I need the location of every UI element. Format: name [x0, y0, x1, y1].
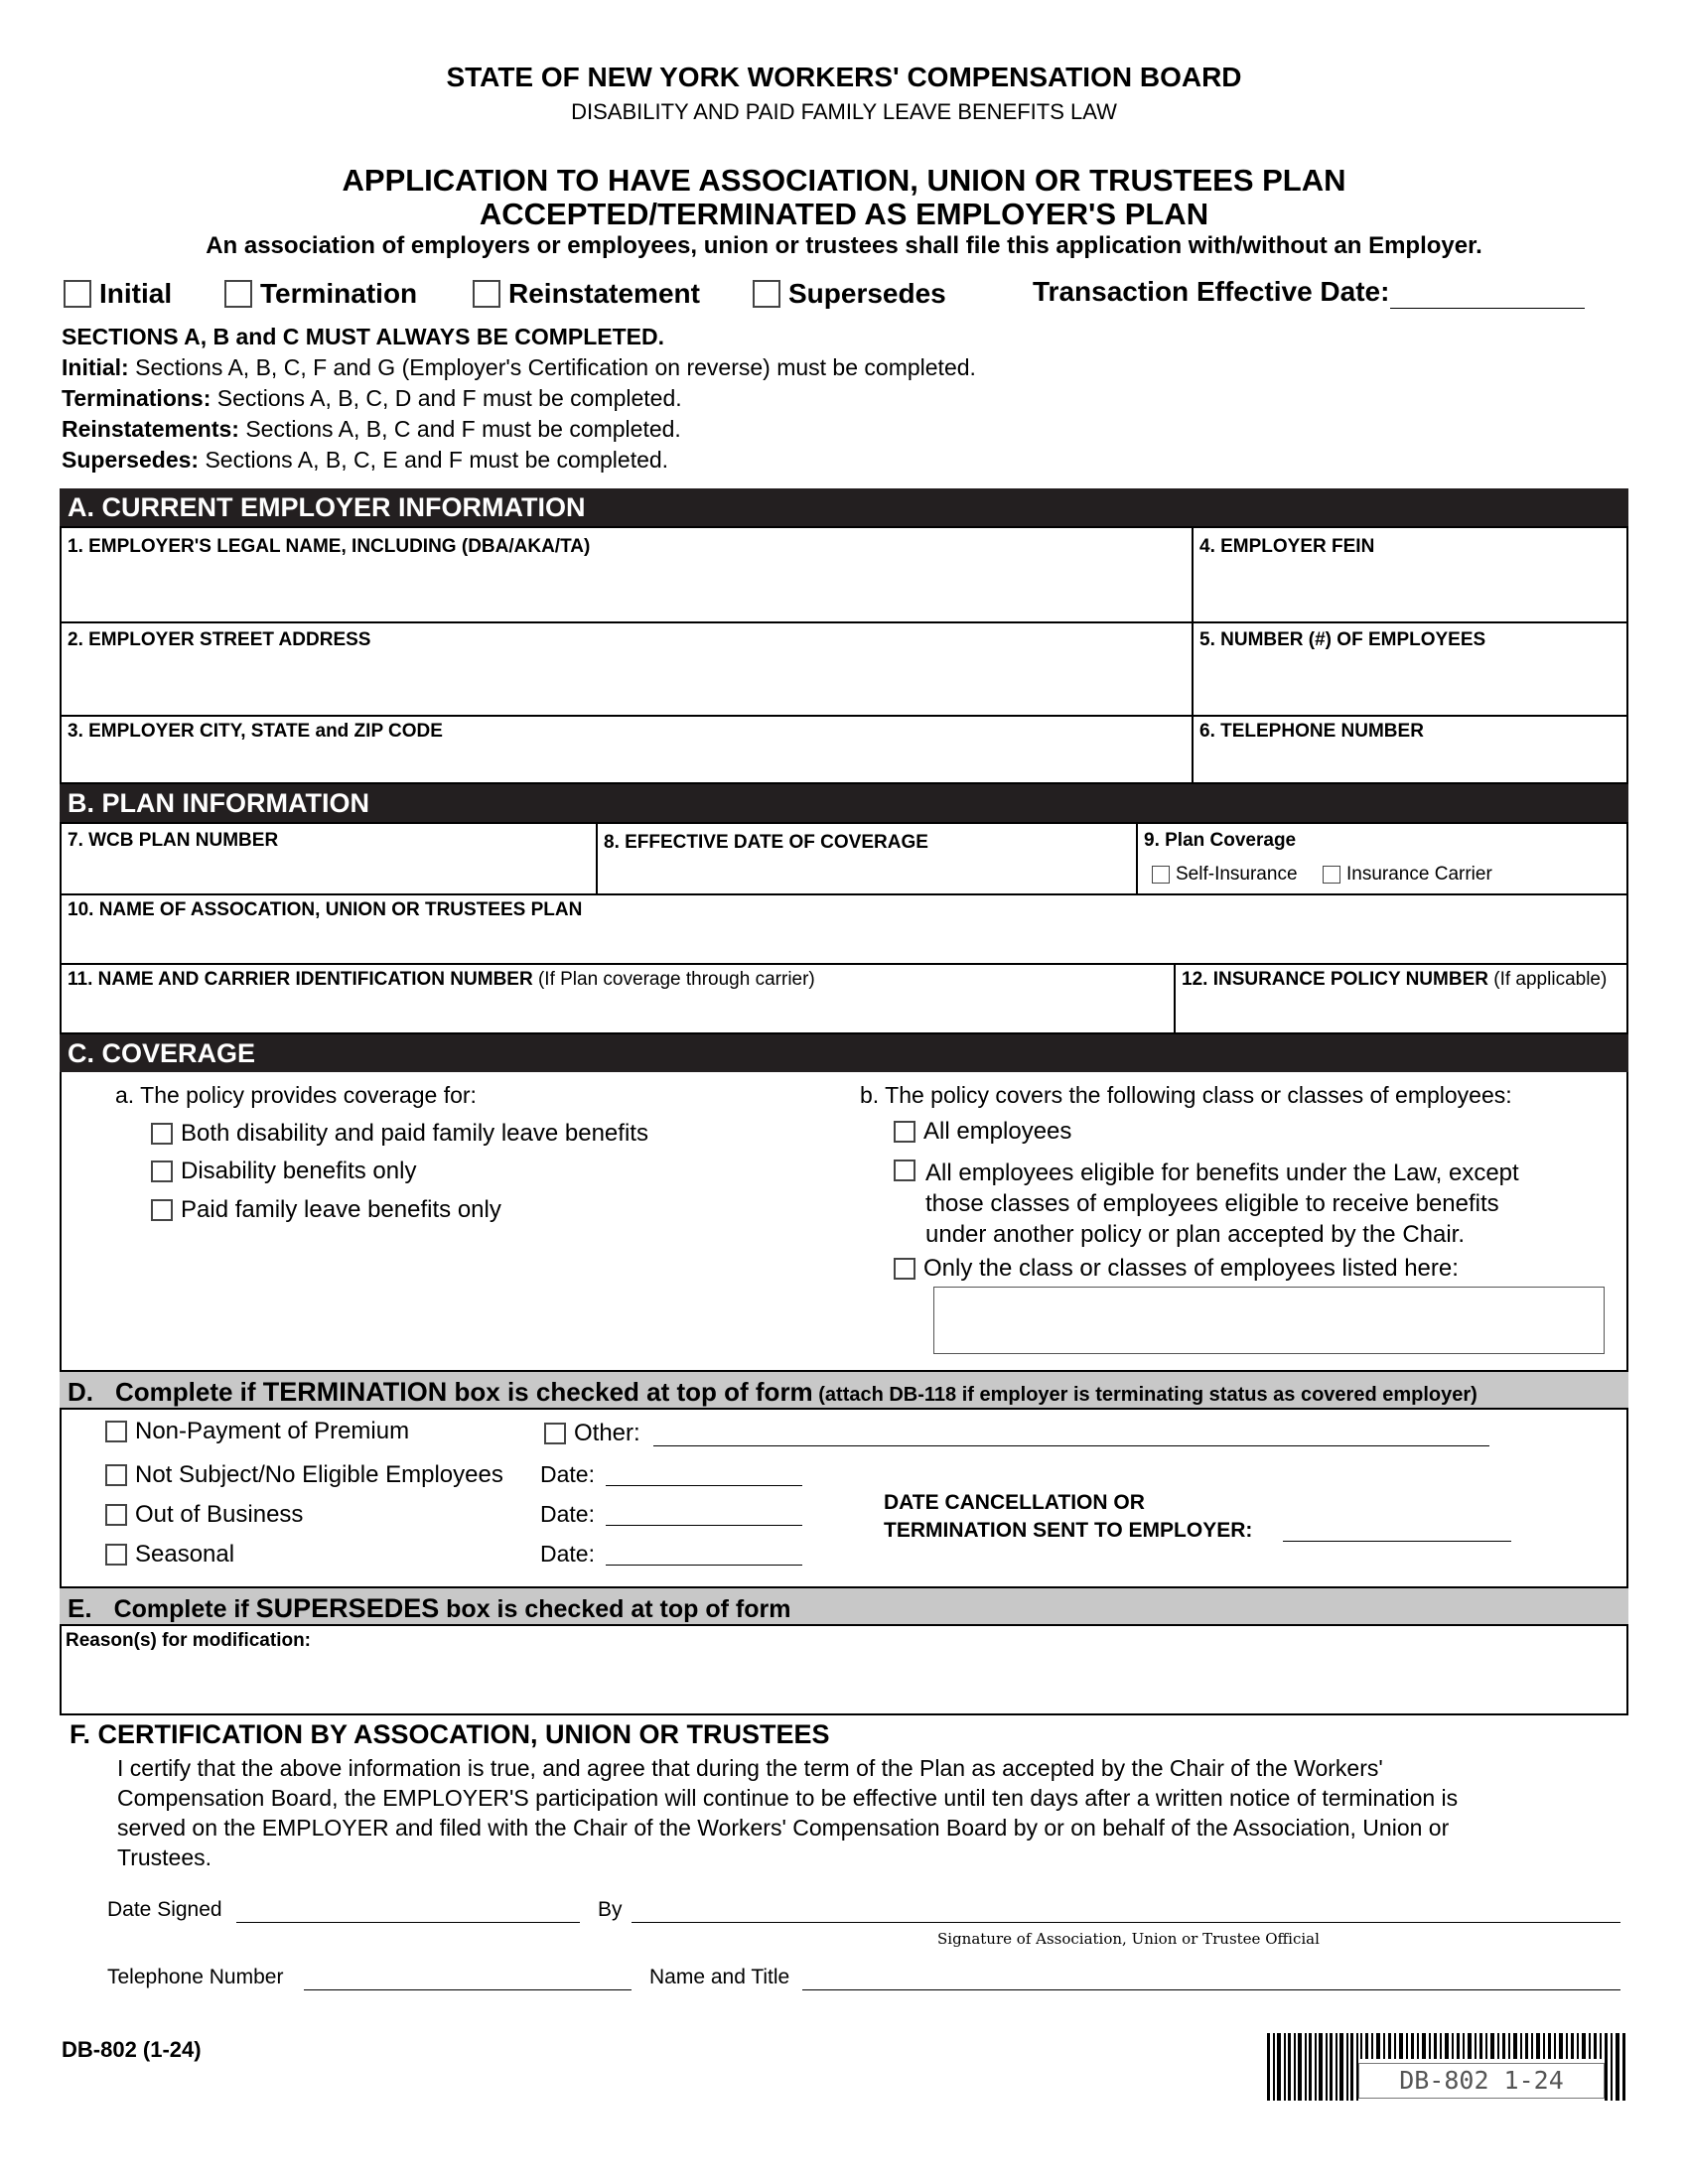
header-note: (attach DB-118 if employer is terminating status as covered employer) [812, 1384, 1477, 1406]
section-f-header: F. CERTIFICATION BY ASSOCATION, UNION OR TRUSTEES [70, 1719, 830, 1749]
option-label: Both disability and paid family leave benefits [181, 1120, 648, 1147]
header-emphasis: TERMINATION [262, 1377, 448, 1407]
section-b-header: B. PLAN INFORMATION [60, 784, 1628, 822]
instructions-initial [62, 352, 976, 383]
field-plan-coverage: 9. Plan Coverage [1144, 830, 1297, 851]
option-not-subject[interactable] [105, 1461, 503, 1489]
coverage-a-label: a. The policy provides coverage for: [115, 1082, 477, 1108]
instr-text: Sections A, B, C and F must be completed. [238, 416, 681, 442]
option-line: under another policy or plan accepted by the Chair. [925, 1221, 1466, 1248]
divider [596, 822, 598, 893]
option-label: Paid family leave benefits only [181, 1196, 501, 1223]
checkbox-icon[interactable] [1323, 866, 1340, 884]
field-note: (If Plan coverage through carrier) [532, 969, 815, 990]
option-initial-label: Initial [99, 278, 173, 309]
field-effective-date[interactable]: 8. EFFECTIVE DATE OF COVERAGE [604, 832, 928, 853]
header-text: box is checked at top of form [447, 1377, 813, 1407]
checkbox-icon[interactable] [894, 1258, 915, 1280]
checkbox-icon[interactable] [105, 1464, 127, 1486]
option-label: Insurance Carrier [1346, 864, 1492, 885]
option-termination-label: Termination [260, 278, 418, 309]
law-subtitle: DISABILITY AND PAID FAMILY LEAVE BENEFITS LAW [571, 99, 1117, 124]
option-label: Disability benefits only [181, 1158, 417, 1184]
date-signed-input[interactable] [236, 1922, 580, 1923]
option-insurance-carrier[interactable] [1323, 864, 1492, 886]
option-pfl-only[interactable] [151, 1196, 501, 1224]
field-note: (If applicable) [1487, 969, 1608, 990]
divider [60, 715, 1628, 717]
option-label: Only the class or classes of employees listed here: [923, 1255, 1459, 1282]
date-input-not-subject[interactable] [606, 1485, 802, 1486]
option-both-benefits[interactable] [151, 1120, 648, 1148]
checkbox-icon[interactable] [753, 280, 780, 308]
option-all-eligible-text [925, 1158, 1519, 1250]
field-reasons[interactable]: Reason(s) for modification: [66, 1630, 312, 1651]
form-subtitle: An association of employers or employees, union or trustees shall file this application with/without an Employer. [206, 232, 1482, 259]
section-letter: D. [68, 1377, 93, 1407]
field-employer-street[interactable]: 2. EMPLOYER STREET ADDRESS [68, 629, 371, 650]
instr-text: Sections A, B, C, E and F must be completed. [199, 447, 669, 473]
header-text: Complete if [113, 1595, 256, 1623]
option-line: All employees eligible for benefits under the Law, except [925, 1160, 1519, 1186]
option-other[interactable] [544, 1420, 640, 1447]
signature-caption: Signature of Association, Union or Trustee Official [937, 1930, 1320, 1948]
option-self-insurance[interactable] [1152, 864, 1298, 886]
option-all-employees[interactable] [894, 1118, 1071, 1146]
option-label: Seasonal [135, 1541, 235, 1568]
option-label: Self-Insurance [1176, 864, 1298, 885]
name-title-label: Name and Title [649, 1966, 790, 1988]
section-e-header [60, 1586, 1628, 1626]
checkbox-icon[interactable] [64, 280, 91, 308]
header-emphasis: SUPERSEDES [255, 1593, 440, 1623]
date-sent-input[interactable] [1283, 1541, 1511, 1542]
option-reinstatement-label: Reinstatement [508, 278, 700, 309]
field-employer-city[interactable]: 3. EMPLOYER CITY, STATE and ZIP CODE [68, 721, 443, 742]
divider [1136, 822, 1138, 893]
cert-line: I certify that the above information is true, and agree that during the term of the Plan as accepted by the Chair of the Workers' [117, 1755, 1383, 1781]
checkbox-icon[interactable] [224, 280, 252, 308]
divider [60, 893, 1628, 895]
checkbox-icon[interactable] [151, 1123, 173, 1145]
option-supersedes-label: Supersedes [788, 278, 946, 309]
date-input-out-of-business[interactable] [606, 1525, 802, 1526]
option-seasonal[interactable] [105, 1541, 234, 1569]
option-all-eligible[interactable] [894, 1160, 915, 1181]
form-title-line2: ACCEPTED/TERMINATED AS EMPLOYER'S PLAN [479, 197, 1209, 231]
instr-label: Initial: [62, 354, 129, 380]
date-input-seasonal[interactable] [606, 1565, 802, 1566]
field-plan-name[interactable]: 10. NAME OF ASSOCATION, UNION OR TRUSTEES PLAN [68, 899, 583, 920]
option-label: Other: [574, 1420, 640, 1446]
header-text: box is checked at top of form [439, 1595, 791, 1623]
barcode [1267, 2033, 1628, 2101]
field-employer-legal-name[interactable]: 1. EMPLOYER'S LEGAL NAME, INCLUDING (DBA/AKA/TA) [68, 536, 591, 557]
section-letter: E. [68, 1593, 92, 1623]
section-a-box [60, 526, 1628, 784]
option-non-payment[interactable] [105, 1418, 409, 1445]
option-label: All employees [923, 1118, 1072, 1145]
date-sent-label [884, 1489, 1252, 1545]
section-d-header [60, 1370, 1628, 1410]
instructions-terminations [62, 383, 976, 414]
date-label: Date: [540, 1501, 595, 1527]
telephone-label: Telephone Number [107, 1966, 284, 1988]
cert-line: served on the EMPLOYER and filed with the Chair of the Workers' Compensation Board by or on behalf of the Association, Union or [117, 1815, 1450, 1841]
option-supersedes[interactable] [753, 278, 946, 310]
option-label: Non-Payment of Premium [135, 1418, 410, 1444]
section-b-box [60, 822, 1628, 1034]
field-number-employees[interactable]: 5. NUMBER (#) OF EMPLOYEES [1199, 629, 1486, 650]
divider [1192, 526, 1194, 784]
by-label: By [598, 1898, 623, 1921]
telephone-input[interactable] [304, 1989, 632, 1990]
instr-text: Sections A, B, C, F and G (Employer's Certification on reverse) must be completed. [128, 354, 976, 380]
date-label: Date: [540, 1541, 595, 1567]
checkbox-icon[interactable] [105, 1504, 127, 1526]
divider [60, 963, 1628, 965]
field-carrier-id[interactable] [68, 969, 815, 991]
barcode-text: DB-802 1-24 [1358, 2063, 1605, 2099]
checkbox-icon[interactable] [1152, 866, 1170, 884]
section-c-header: C. COVERAGE [60, 1034, 1628, 1072]
header-text: Complete if [115, 1377, 263, 1407]
effective-date-label: Transaction Effective Date: [1033, 276, 1390, 307]
instr-label: Terminations: [62, 385, 211, 411]
instructions-main: SECTIONS A, B and C MUST ALWAYS BE COMPLETED. [62, 324, 664, 349]
checkbox-icon[interactable] [894, 1160, 915, 1181]
label-line: TERMINATION SENT TO EMPLOYER: [884, 1519, 1253, 1542]
checkbox-icon[interactable] [151, 1199, 173, 1221]
form-id: DB-802 (1-24) [62, 2037, 202, 2062]
option-disability-only[interactable] [151, 1158, 416, 1185]
certification-text [117, 1753, 1458, 1872]
instr-text: Sections A, B, C, D and F must be completed. [211, 385, 682, 411]
listed-classes-input[interactable] [933, 1287, 1605, 1354]
field-policy-number[interactable] [1182, 969, 1607, 991]
other-input[interactable] [653, 1445, 1489, 1446]
cert-line: Compensation Board, the EMPLOYER'S participation will continue to be effective until ten days after a written notice of termination is [117, 1785, 1459, 1811]
option-label: Out of Business [135, 1501, 304, 1528]
date-signed-label: Date Signed [107, 1898, 222, 1921]
date-label: Date: [540, 1461, 595, 1487]
checkbox-icon[interactable] [151, 1160, 173, 1182]
checkbox-icon[interactable] [105, 1421, 127, 1442]
coverage-b-label: b. The policy covers the following class or classes of employees: [860, 1082, 1512, 1108]
instr-label: Supersedes: [62, 447, 200, 473]
checkbox-icon[interactable] [894, 1121, 915, 1143]
checkbox-icon[interactable] [105, 1544, 127, 1566]
option-line: those classes of employees eligible to receive benefits [925, 1190, 1499, 1217]
checkbox-icon[interactable] [473, 280, 500, 308]
field-label: 12. INSURANCE POLICY NUMBER [1182, 969, 1488, 990]
instructions-supersedes [62, 445, 976, 476]
divider [60, 621, 1628, 623]
section-a-header: A. CURRENT EMPLOYER INFORMATION [60, 488, 1628, 526]
option-reinstatement[interactable] [473, 278, 700, 310]
divider [1174, 963, 1176, 1034]
instructions [62, 322, 976, 476]
instructions-reinstatements [62, 414, 976, 445]
agency-title: STATE OF NEW YORK WORKERS' COMPENSATION BOARD [446, 62, 1242, 92]
option-out-of-business[interactable] [105, 1501, 303, 1529]
instr-label: Reinstatements: [62, 416, 239, 442]
cert-line: Trustees. [117, 1844, 212, 1870]
checkbox-icon[interactable] [544, 1423, 566, 1444]
field-employer-fein[interactable]: 4. EMPLOYER FEIN [1199, 536, 1375, 557]
option-listed-classes[interactable] [894, 1255, 1459, 1283]
field-label: 11. NAME AND CARRIER IDENTIFICATION NUMBER [68, 969, 533, 990]
option-label: Not Subject/No Eligible Employees [135, 1461, 503, 1488]
option-initial[interactable] [64, 278, 172, 310]
name-title-input[interactable] [802, 1989, 1620, 1990]
signature-input[interactable] [632, 1922, 1620, 1923]
effective-date-input[interactable] [1390, 308, 1585, 309]
label-line: DATE CANCELLATION OR [884, 1491, 1145, 1514]
field-wcb-plan-number[interactable]: 7. WCB PLAN NUMBER [68, 830, 279, 851]
option-termination[interactable] [224, 278, 417, 310]
field-telephone[interactable]: 6. TELEPHONE NUMBER [1199, 721, 1424, 742]
form-title-line1: APPLICATION TO HAVE ASSOCIATION, UNION OR TRUSTEES PLAN [342, 163, 1346, 198]
